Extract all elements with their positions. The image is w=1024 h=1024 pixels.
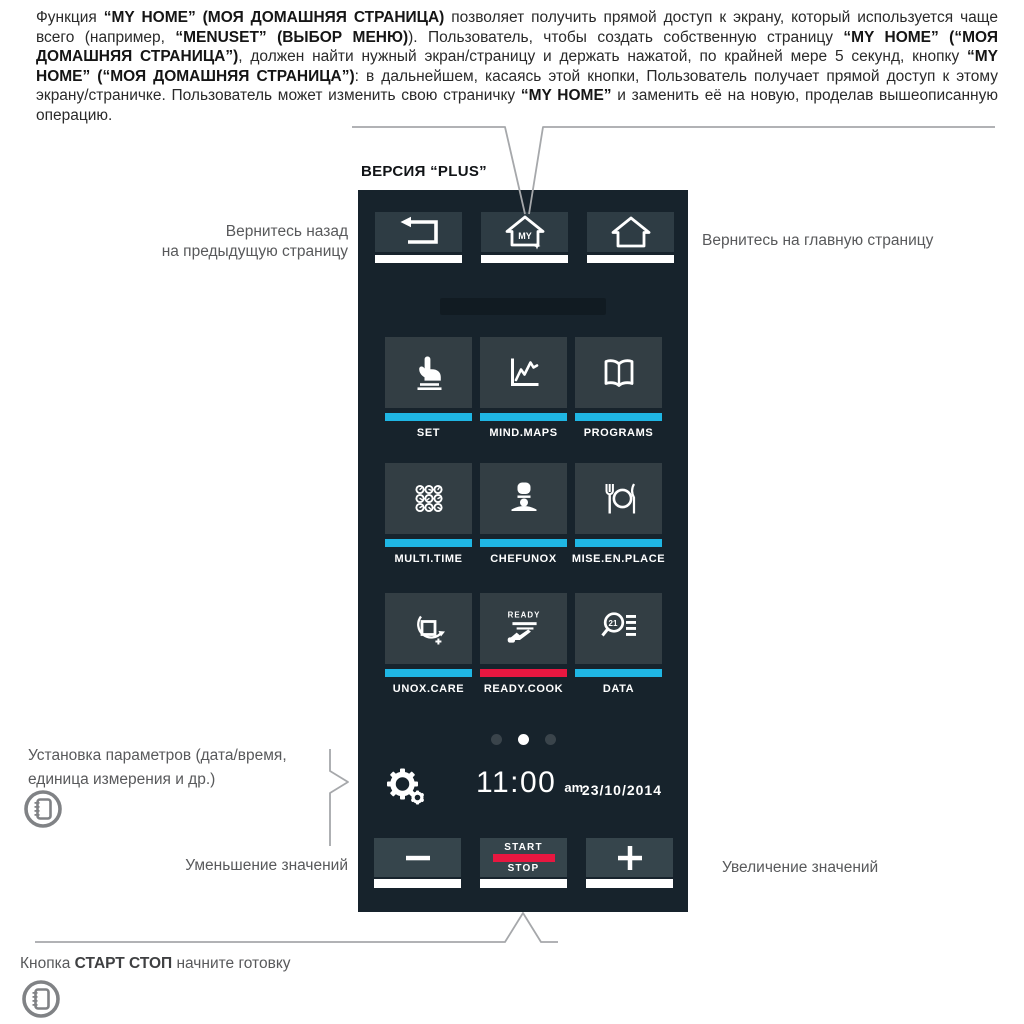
- tile-ready-cook-label: READY.COOK: [483, 683, 564, 695]
- tile-unox-care[interactable]: [385, 593, 472, 695]
- tile-programs-label: PROGRAMS: [583, 427, 654, 439]
- svg-text:21: 21: [608, 618, 617, 628]
- page-indicator: [358, 734, 688, 745]
- tile-ready-cook[interactable]: [480, 593, 567, 695]
- tile-set-label: SET: [416, 427, 441, 439]
- annotation-decrease: Уменьшение значений: [185, 857, 348, 874]
- hand-press-icon: [408, 353, 450, 393]
- tile-mind-maps-label: MIND.MAPS: [489, 427, 558, 439]
- my-home-icon: [503, 214, 547, 250]
- plus-button-face: [586, 838, 673, 877]
- tile-data-label: DATA: [602, 683, 635, 695]
- multi-clock-grid-icon: [408, 479, 450, 519]
- intro-text: Функция: [36, 9, 104, 26]
- start-stop-underline: [480, 879, 567, 888]
- tile-data-face: [575, 593, 662, 664]
- minus-icon: [400, 845, 436, 871]
- tile-multi-time-label: MULTI.TIME: [394, 553, 463, 565]
- clock-display: [476, 766, 583, 800]
- start-stop-pointer-line: [35, 913, 558, 942]
- settings-gear-button[interactable]: [384, 766, 426, 808]
- minus-button[interactable]: [374, 838, 461, 888]
- my-home-button[interactable]: [481, 212, 568, 263]
- pager-dot[interactable]: [491, 734, 502, 745]
- start-stop-button[interactable]: [480, 838, 567, 888]
- tile-multi-time-bar: [385, 539, 472, 547]
- tile-data-bar: [575, 669, 662, 677]
- tile-unox-care-face: [385, 593, 472, 664]
- open-book-icon: [597, 353, 641, 393]
- tile-mise-en-place-bar: [575, 539, 662, 547]
- tile-set-face: [385, 337, 472, 408]
- plus-button[interactable]: [586, 838, 673, 888]
- line-chart-icon: [503, 353, 545, 393]
- tile-mind-maps[interactable]: [480, 337, 567, 439]
- start-stop-red-bar: [493, 854, 555, 862]
- my-home-button-face: [481, 212, 568, 252]
- annotation-home: Вернитесь на главную страницу: [702, 232, 934, 249]
- date-display: 23/10/2014: [581, 782, 662, 798]
- tile-set-bar: [385, 413, 472, 421]
- svg-text:MY: MY: [517, 231, 532, 241]
- home-button-underline: [587, 255, 674, 263]
- tile-ready-cook-face: [480, 593, 567, 664]
- tile-chefunox-face: [480, 463, 567, 534]
- tile-mind-maps-face: [480, 337, 567, 408]
- tile-programs-face: [575, 337, 662, 408]
- manual-booklet-icon: [22, 788, 64, 830]
- svg-text:READY: READY: [507, 609, 540, 619]
- tile-mise-en-place-face: [575, 463, 662, 534]
- minus-button-underline: [374, 879, 461, 888]
- stop-label: STOP: [507, 862, 540, 874]
- magnifier-list-icon: [597, 609, 641, 649]
- tile-chefunox-label: CHEFUNOX: [490, 553, 557, 565]
- rotate-square-icon: [408, 609, 450, 649]
- time-value: 11:00: [476, 766, 557, 799]
- tile-multi-time-face: [385, 463, 472, 534]
- tile-multi-time[interactable]: [385, 463, 472, 565]
- manual-booklet-icon: [20, 978, 62, 1020]
- ghost-title-band: [440, 298, 606, 315]
- time-meridiem: am: [564, 780, 584, 795]
- tile-programs[interactable]: [575, 337, 662, 439]
- gear-icon: [384, 766, 426, 808]
- tile-programs-bar: [575, 413, 662, 421]
- tile-chefunox[interactable]: [480, 463, 567, 565]
- tile-set[interactable]: [385, 337, 472, 439]
- start-label: START: [504, 841, 543, 853]
- annotation-settings: Установка параметров (дата/время, единица измерения и др.): [28, 747, 287, 788]
- annotation-start-stop: Кнопка СТАРТ СТОП начните готовку: [20, 955, 291, 972]
- tile-data[interactable]: [575, 593, 662, 695]
- minus-button-face: [374, 838, 461, 877]
- tile-mind-maps-bar: [480, 413, 567, 421]
- start-stop-button-face: [480, 838, 567, 877]
- tile-ready-cook-bar: [480, 669, 567, 677]
- home-icon: [609, 215, 653, 249]
- pager-dot[interactable]: [545, 734, 556, 745]
- pager-dot-active[interactable]: [518, 734, 529, 745]
- back-arrow-icon: [396, 216, 442, 248]
- my-home-button-underline: [481, 255, 568, 263]
- tile-unox-care-bar: [385, 669, 472, 677]
- tile-unox-care-label: UNOX.CARE: [392, 683, 465, 695]
- version-label: ВЕРСИЯ “PLUS”: [361, 163, 487, 180]
- home-button-face: [587, 212, 674, 252]
- back-button[interactable]: [375, 212, 462, 263]
- home-button[interactable]: [587, 212, 674, 263]
- chef-icon: [503, 479, 545, 519]
- intro-paragraph: Функция “MY HOME” (МОЯ ДОМАШНЯЯ СТРАНИЦА) позволяет получить прямой доступ к экрану, который используется чаще всего (например, “MENUSET” (ВЫБОР МЕНЮ)). Пользователь, чтобы создать собственную страницу “MY HOME” (“МОЯ ДОМАШНЯЯ СТРАНИЦА”), должен найти нужный экран/страницу и держать нажатой, по крайней мере 5 секунд, кнопку “MY HOME” (“МОЯ ДОМАШНЯЯ СТРАНИЦА”): в дальнейшем, касаясь этой кнопки, Пользователь получает прямой доступ к этому экрану/страничке. Пользователь может изменить свою страничку “MY HOME” и заменить её на новую, проделав вышеописанную операцию.: [36, 9, 998, 124]
- oven-control-panel: [358, 190, 688, 912]
- plus-button-underline: [586, 879, 673, 888]
- annotation-back: Вернитесь назад на предыдущую страницу: [161, 223, 348, 260]
- back-button-face: [375, 212, 462, 252]
- back-button-underline: [375, 255, 462, 263]
- plate-cutlery-icon: [597, 479, 641, 519]
- hand-tray-icon: [502, 608, 546, 650]
- settings-pointer-line: [330, 749, 348, 846]
- tile-mise-en-place-label: MISE.EN.PLACE: [571, 553, 666, 565]
- tile-chefunox-bar: [480, 539, 567, 547]
- annotation-increase: Увеличение значений: [722, 859, 879, 876]
- tile-mise-en-place[interactable]: [571, 463, 666, 565]
- plus-icon: [612, 845, 648, 871]
